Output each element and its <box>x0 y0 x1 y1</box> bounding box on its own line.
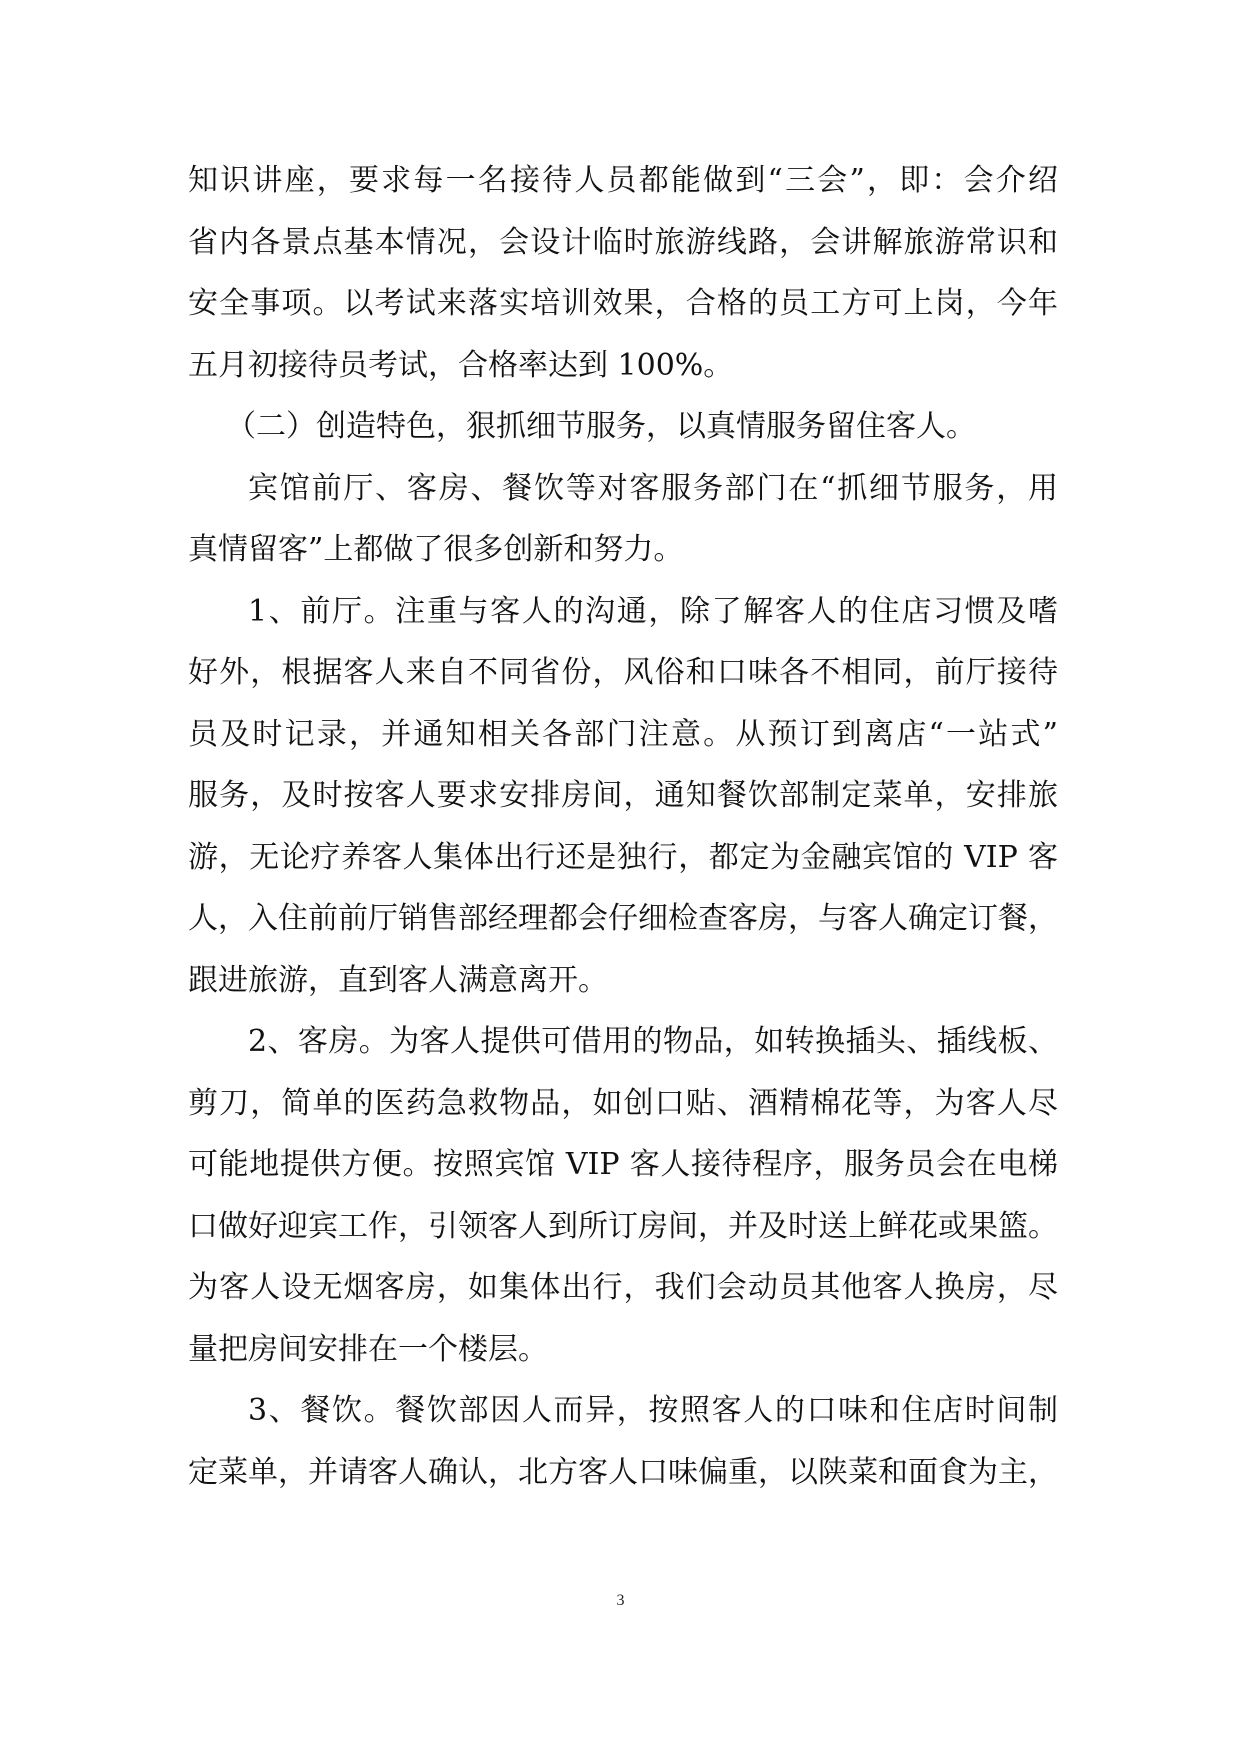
paragraph-line: 可能地提供方便。按照宾馆 VIP 客人接待程序，服务员会在电梯 <box>188 1147 1058 1182</box>
paragraph-line: 安全事项。以考试来落实培训效果，合格的员工方可上岗，今年 <box>188 286 1058 321</box>
paragraph-line: 口做好迎宾工作，引领客人到所订房间，并及时送上鲜花或果篮。 <box>188 1208 1058 1244</box>
paragraph-line: 好外，根据客人来自不同省份，风俗和口味各不相同，前厅接待 <box>188 655 1058 690</box>
paragraph-line: 跟进旅游，直到客人满意离开。 <box>188 962 608 998</box>
paragraph-line: 真情留客”上都做了很多创新和努力。 <box>188 532 684 567</box>
paragraph-line: 人，入住前前厅销售部经理都会仔细检查客房，与客人确定订餐， <box>188 901 1058 936</box>
page-number: 3 <box>616 1592 625 1609</box>
paragraph-line: 3、餐饮。餐饮部因人而异，按照客人的口味和住店时间制 <box>248 1393 1058 1428</box>
section-heading: （二）创造特色，狠抓细节服务，以真情服务留住客人。 <box>226 409 976 444</box>
paragraph-line: 服务，及时按客人要求安排房间，通知餐饮部制定菜单，安排旅 <box>188 778 1058 813</box>
paragraph-line: 为客人设无烟客房，如集体出行，我们会动员其他客人换房，尽 <box>188 1270 1058 1305</box>
paragraph-line: 知识讲座，要求每一名接待人员都能做到“三会”，即：会介绍 <box>188 163 1058 198</box>
paragraph-line: 宾馆前厅、客房、餐饮等对客服务部门在“抓细节服务，用 <box>248 470 1058 506</box>
paragraph-line: 定菜单，并请客人确认，北方客人口味偏重，以陕菜和面食为主， <box>188 1454 1058 1490</box>
paragraph-line: 五月初接待员考试，合格率达到 100%。 <box>188 347 734 383</box>
paragraph-line: 游，无论疗养客人集体出行还是独行，都定为金融宾馆的 VIP 客 <box>188 839 1058 875</box>
paragraph-line: 1、前厅。注重与客人的沟通，除了解客人的住店习惯及嗜 <box>248 593 1058 629</box>
paragraph-line: 2、客房。为客人提供可借用的物品，如转换插头、插线板、 <box>248 1024 1058 1059</box>
paragraph-line: 员及时记录，并通知相关各部门注意。从预订到离店“一站式” <box>188 716 1058 752</box>
paragraph-line: 剪刀，简单的医药急救物品，如创口贴、酒精棉花等，为客人尽 <box>188 1085 1058 1121</box>
paragraph-line: 量把房间安排在一个楼层。 <box>188 1331 548 1367</box>
document-body <box>188 150 1058 1503</box>
paragraph-line: 省内各景点基本情况，会设计临时旅游线路，会讲解旅游常识和 <box>188 224 1058 260</box>
